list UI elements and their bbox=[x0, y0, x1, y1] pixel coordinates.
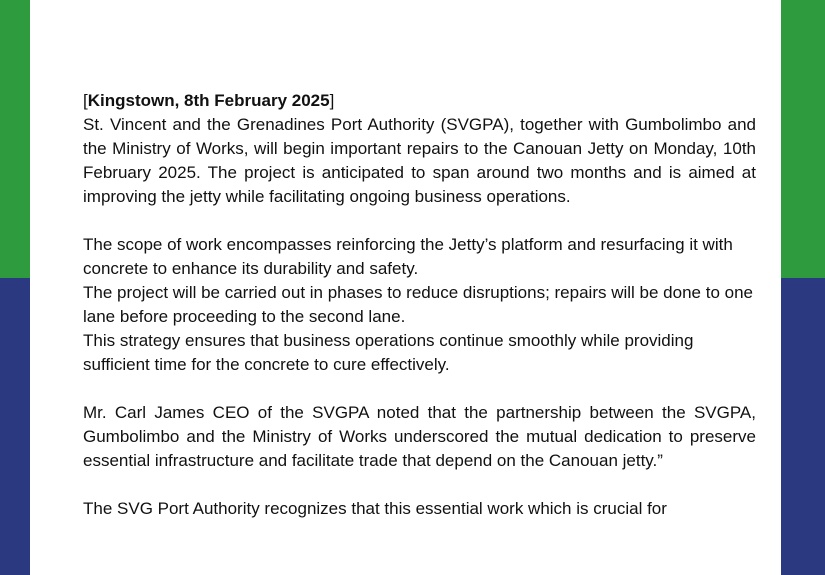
right-border-green-band bbox=[781, 0, 825, 278]
paragraph-spacer bbox=[83, 209, 756, 233]
paragraph-ceo-quote: Mr. Carl James CEO of the SVGPA noted that the partnership between the SVGPA, Gumbolimbo and the Ministry of Works underscored the mutual dedication to preserve essential infrastructure and facilitate trade that depend on the Canouan jetty.” bbox=[83, 403, 756, 470]
paragraph-scope: The scope of work encompasses reinforcing the Jetty’s platform and resurfacing it with concrete to enhance its durability and safety. bbox=[83, 235, 733, 278]
right-border-blue-band bbox=[781, 278, 825, 575]
paragraph-announcement: St. Vincent and the Grenadines Port Authority (SVGPA), together with Gumbolimbo and the Ministry of Works, will begin important repairs to the Canouan Jetty on Monday, 10th February 2025. The project is anticipated to span around two months and is aimed at improving the jetty while facilitating ongoing business operations. bbox=[83, 115, 756, 206]
paragraph-recognition: The SVG Port Authority recognizes that this essential work which is crucial for bbox=[83, 499, 667, 518]
dateline-text: Kingstown, 8th February 2025 bbox=[87, 91, 330, 110]
dateline-close-bracket: ] bbox=[329, 91, 335, 110]
paragraph-phases: The project will be carried out in phases to reduce disruptions; repairs will be done to one lane before proceeding to the second lane. bbox=[83, 283, 753, 326]
paragraph-spacer bbox=[83, 377, 756, 401]
headline-fragment bbox=[82, 0, 192, 4]
left-border-green-band bbox=[0, 0, 30, 278]
paragraph-strategy: This strategy ensures that business operations continue smoothly while providing sufficient time for the concrete to cure effectively. bbox=[83, 331, 694, 374]
left-brand-border bbox=[0, 0, 30, 575]
paragraph-spacer bbox=[83, 473, 756, 497]
left-border-blue-band bbox=[0, 278, 30, 575]
dateline bbox=[83, 89, 756, 113]
dateline-open-bracket: [ bbox=[83, 91, 88, 110]
press-release-body bbox=[83, 89, 756, 521]
right-brand-border bbox=[781, 0, 825, 575]
